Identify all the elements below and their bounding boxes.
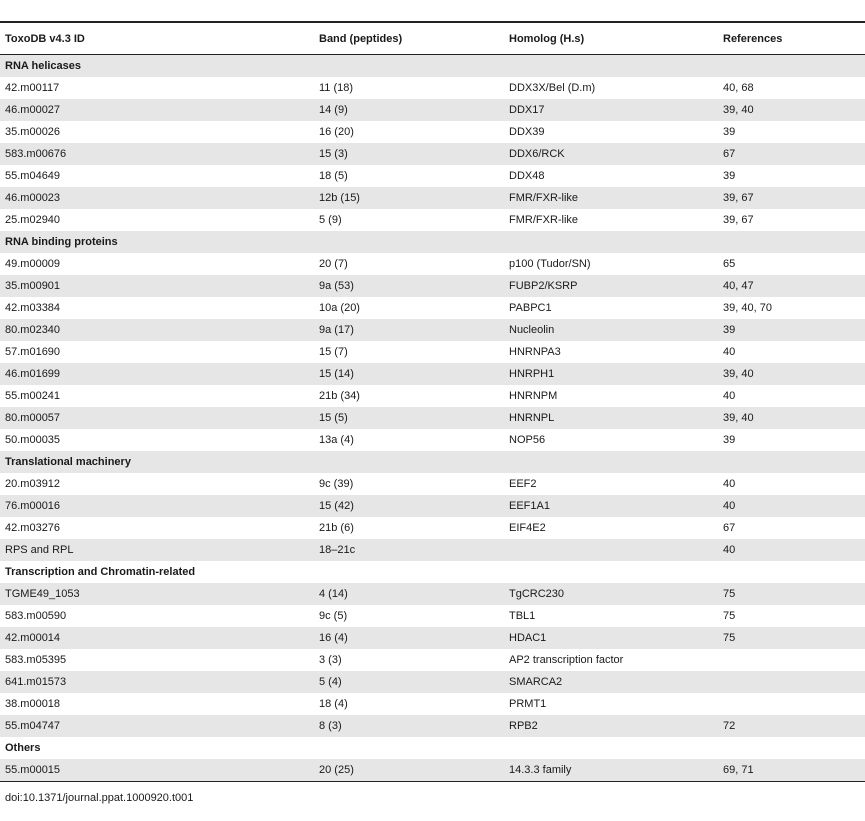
cell-id: 641.m01573 (0, 671, 314, 693)
cell-id: 42.m03384 (5, 302, 61, 314)
cell-references: 67 (723, 522, 736, 534)
cell-references: 39, 40, 70 (723, 302, 772, 314)
cell-references: 40 (723, 346, 736, 358)
table-row (0, 671, 865, 693)
cell-band: 15 (5) (314, 407, 504, 429)
table-row (0, 363, 865, 385)
cell-id: RPS and RPL (0, 539, 314, 561)
cell-homolog: EEF2 (509, 478, 537, 490)
table-row (0, 407, 865, 429)
doi-caption: doi:10.1371/journal.ppat.1000920.t001 (5, 792, 194, 804)
cell-band: 20 (25) (314, 759, 504, 781)
header-id: ToxoDB v4.3 ID (0, 23, 314, 55)
table-row (0, 99, 865, 121)
cell-homolog: AP2 transcription factor (509, 654, 624, 666)
cell-band: 16 (4) (314, 627, 504, 649)
table-row (0, 187, 865, 209)
section-title: Others (5, 742, 41, 754)
cell-band: 9c (39) (319, 478, 354, 490)
cell-references: 39 (718, 319, 865, 341)
cell-references: 40 (723, 390, 736, 402)
cell-references: 67 (718, 143, 865, 165)
section-title: RNA binding proteins (0, 231, 865, 253)
table-row (0, 121, 865, 143)
cell-references: 40 (718, 539, 865, 561)
table-row (0, 209, 865, 231)
cell-band: 15 (42) (314, 495, 504, 517)
cell-band: 15 (3) (314, 143, 504, 165)
cell-references: 40 (723, 478, 736, 490)
data-table (0, 23, 865, 781)
table-container (0, 21, 865, 804)
cell-id: 20.m03912 (5, 478, 61, 490)
cell-id: 35.m00026 (5, 126, 61, 138)
cell-homolog: Nucleolin (504, 319, 718, 341)
cell-references: 39, 40 (718, 99, 865, 121)
table-row (0, 605, 865, 627)
cell-references (718, 649, 865, 671)
cell-references: 72 (718, 715, 865, 737)
cell-band: 12b (15) (314, 187, 504, 209)
cell-homolog: DDX39 (509, 126, 545, 138)
cell-band: 9c (5) (319, 610, 348, 622)
header-homolog: Homolog (H.s) (504, 23, 718, 55)
table-row (0, 297, 865, 319)
cell-band: 18 (5) (319, 170, 348, 182)
cell-references: 39 (723, 170, 736, 182)
section-row (0, 451, 865, 473)
cell-homolog: RPB2 (504, 715, 718, 737)
cell-references: 69, 71 (718, 759, 865, 781)
cell-homolog: p100 (Tudor/SN) (509, 258, 591, 270)
cell-id: 25.m02940 (5, 214, 61, 226)
section-title: Transcription and Chromatin-related (5, 566, 196, 578)
cell-band: 18 (4) (319, 698, 348, 710)
section-row (0, 231, 865, 253)
cell-band: 10a (20) (319, 302, 360, 314)
cell-id: 38.m00018 (5, 698, 61, 710)
cell-id: 55.m00015 (0, 759, 314, 781)
section-row (0, 737, 865, 759)
cell-homolog: DDX48 (509, 170, 545, 182)
cell-id: 46.m01699 (0, 363, 314, 385)
cell-band: 20 (7) (319, 258, 348, 270)
cell-references: 75 (718, 627, 865, 649)
cell-references: 39, 40 (718, 363, 865, 385)
table-row (0, 517, 865, 539)
section-title: RNA helicases (0, 55, 865, 78)
header-row (0, 23, 865, 55)
section-row (0, 55, 865, 78)
table-body (0, 55, 865, 782)
cell-id: 49.m00009 (5, 258, 61, 270)
cell-homolog: 14.3.3 family (504, 759, 718, 781)
cell-homolog: NOP56 (509, 434, 546, 446)
cell-id: 583.m05395 (5, 654, 67, 666)
table-row (0, 583, 865, 605)
table-row (0, 473, 865, 495)
cell-homolog: DDX17 (504, 99, 718, 121)
cell-band: 8 (3) (314, 715, 504, 737)
cell-homolog: HNRNPA3 (509, 346, 561, 358)
cell-homolog: EIF4E2 (509, 522, 546, 534)
cell-references: 39, 40 (718, 407, 865, 429)
cell-homolog (504, 539, 718, 561)
table-row (0, 341, 865, 363)
cell-homolog: HNRNPL (504, 407, 718, 429)
table-row (0, 385, 865, 407)
cell-references: 39 (723, 126, 736, 138)
header-references: References (718, 23, 865, 55)
cell-references: 40, 68 (723, 82, 754, 94)
cell-references: 40 (718, 495, 865, 517)
table-row (0, 275, 865, 297)
cell-id: 80.m00057 (0, 407, 314, 429)
cell-id: 42.m03276 (5, 522, 61, 534)
section-row (0, 561, 865, 583)
cell-band: 11 (18) (319, 82, 354, 94)
cell-homolog: PABPC1 (509, 302, 552, 314)
cell-id: 55.m00241 (5, 390, 61, 402)
cell-references (718, 671, 865, 693)
cell-homolog: DDX3X/Bel (D.m) (509, 82, 596, 94)
cell-references: 39, 67 (718, 187, 865, 209)
table-row (0, 759, 865, 781)
cell-homolog: HDAC1 (504, 627, 718, 649)
cell-homolog: PRMT1 (509, 698, 547, 710)
cell-id: 42.m00014 (0, 627, 314, 649)
cell-band: 21b (6) (319, 522, 354, 534)
cell-homolog: HNRNPM (509, 390, 558, 402)
table-row (0, 143, 865, 165)
cell-id: 50.m00035 (5, 434, 61, 446)
table-row (0, 495, 865, 517)
cell-homolog: FMR/FXR-like (504, 187, 718, 209)
table-row (0, 319, 865, 341)
cell-band: 21b (34) (319, 390, 360, 402)
table-row (0, 539, 865, 561)
table-row (0, 165, 865, 187)
cell-id: 35.m00901 (0, 275, 314, 297)
cell-band: 4 (14) (314, 583, 504, 605)
cell-band: 18–21c (314, 539, 504, 561)
table-row (0, 693, 865, 715)
cell-homolog: HNRPH1 (504, 363, 718, 385)
cell-id: 57.m01690 (5, 346, 61, 358)
cell-band: 15 (14) (314, 363, 504, 385)
cell-band: 9a (53) (314, 275, 504, 297)
cell-homolog: TgCRC230 (504, 583, 718, 605)
cell-id: 46.m00023 (0, 187, 314, 209)
cell-id: 42.m00117 (5, 82, 60, 94)
cell-id: 76.m00016 (0, 495, 314, 517)
cell-references: 65 (723, 258, 736, 270)
cell-id: 583.m00676 (0, 143, 314, 165)
cell-homolog: EEF1A1 (504, 495, 718, 517)
cell-band: 16 (20) (319, 126, 354, 138)
table-row (0, 627, 865, 649)
cell-references (718, 693, 865, 715)
cell-homolog: TBL1 (509, 610, 536, 622)
cell-id: 55.m04747 (0, 715, 314, 737)
cell-references: 39, 67 (723, 214, 754, 226)
cell-homolog: SMARCA2 (504, 671, 718, 693)
cell-id: TGME49_1053 (0, 583, 314, 605)
cell-band: 9a (17) (314, 319, 504, 341)
table-row (0, 649, 865, 671)
cell-band: 13a (4) (319, 434, 354, 446)
cell-references: 40, 47 (718, 275, 865, 297)
cell-homolog: FMR/FXR-like (509, 214, 579, 226)
cell-references: 75 (723, 610, 736, 622)
cell-band: 3 (3) (319, 654, 342, 666)
cell-id: 80.m02340 (0, 319, 314, 341)
cell-id: 583.m00590 (5, 610, 67, 622)
cell-homolog: FUBP2/KSRP (504, 275, 718, 297)
cell-band: 15 (7) (319, 346, 348, 358)
cell-id: 55.m04649 (5, 170, 61, 182)
table-row (0, 429, 865, 451)
cell-band: 5 (4) (314, 671, 504, 693)
table-row (0, 715, 865, 737)
cell-references: 75 (718, 583, 865, 605)
cell-band: 5 (9) (319, 214, 342, 226)
cell-references: 39 (723, 434, 736, 446)
cell-band: 14 (9) (314, 99, 504, 121)
cell-homolog: DDX6/RCK (504, 143, 718, 165)
table-row (0, 77, 865, 99)
header-band: Band (peptides) (314, 23, 504, 55)
cell-id: 46.m00027 (0, 99, 314, 121)
section-title: Translational machinery (0, 451, 865, 473)
table-row (0, 253, 865, 275)
